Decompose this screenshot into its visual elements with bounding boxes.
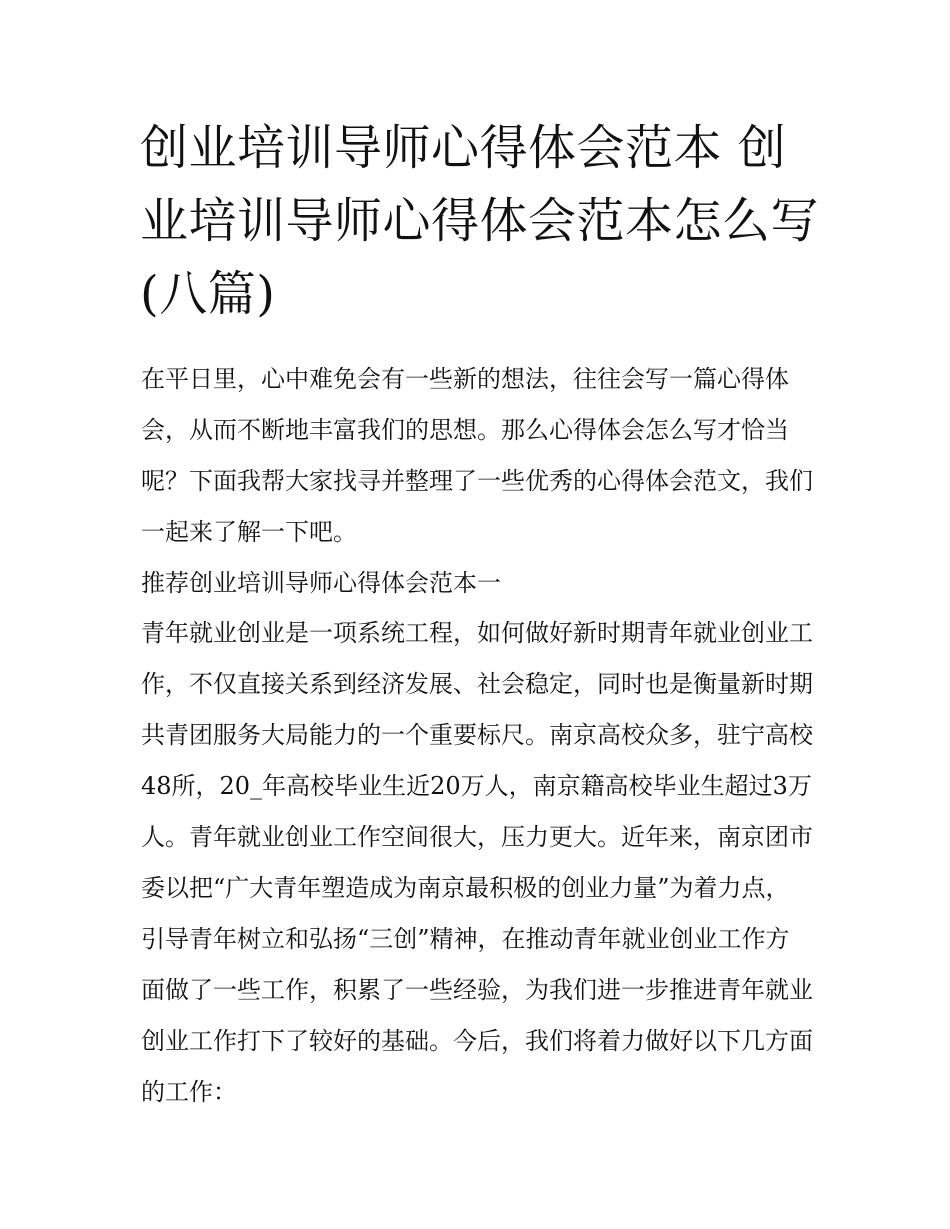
document-title: 创业培训导师心得体会范本 创业培训导师心得体会范本怎么写(八篇) <box>140 120 820 322</box>
intro-paragraph: 在平日里，心中难免会有一些新的想法，往往会写一篇心得体会，从而不断地丰富我们的思想。那么心得体会怎么写才恰当呢？下面我帮大家找寻并整理了一些优秀的心得体会范文，我们一起来了解一下吧。 <box>141 365 813 546</box>
section-heading: 推荐创业培训导师心得体会范本一 <box>141 569 501 597</box>
section-body-paragraph: 青年就业创业是一项系统工程，如何做好新时期青年就业创业工作，不仅直接关系到经济发展、社会稳定，同时也是衡量新时期共青团服务大局能力的一个重要标尺。南京高校众多，驻宁高校48所，20_年高校毕业生近20万人，南京籍高校毕业生超过3万人。青年就业创业工作空间很大，压力更大。近年来，南京团市委以把“广大青年塑造成为南京最积极的创业力量”为着力点，引导青年树立和弘扬“三创”精神，在推动青年就业创业工作方面做了一些工作，积累了一些经验，为我们进一步推进青年就业创业工作打下了较好的基础。今后，我们将着力做好以下几方面的工作： <box>141 619 813 1106</box>
